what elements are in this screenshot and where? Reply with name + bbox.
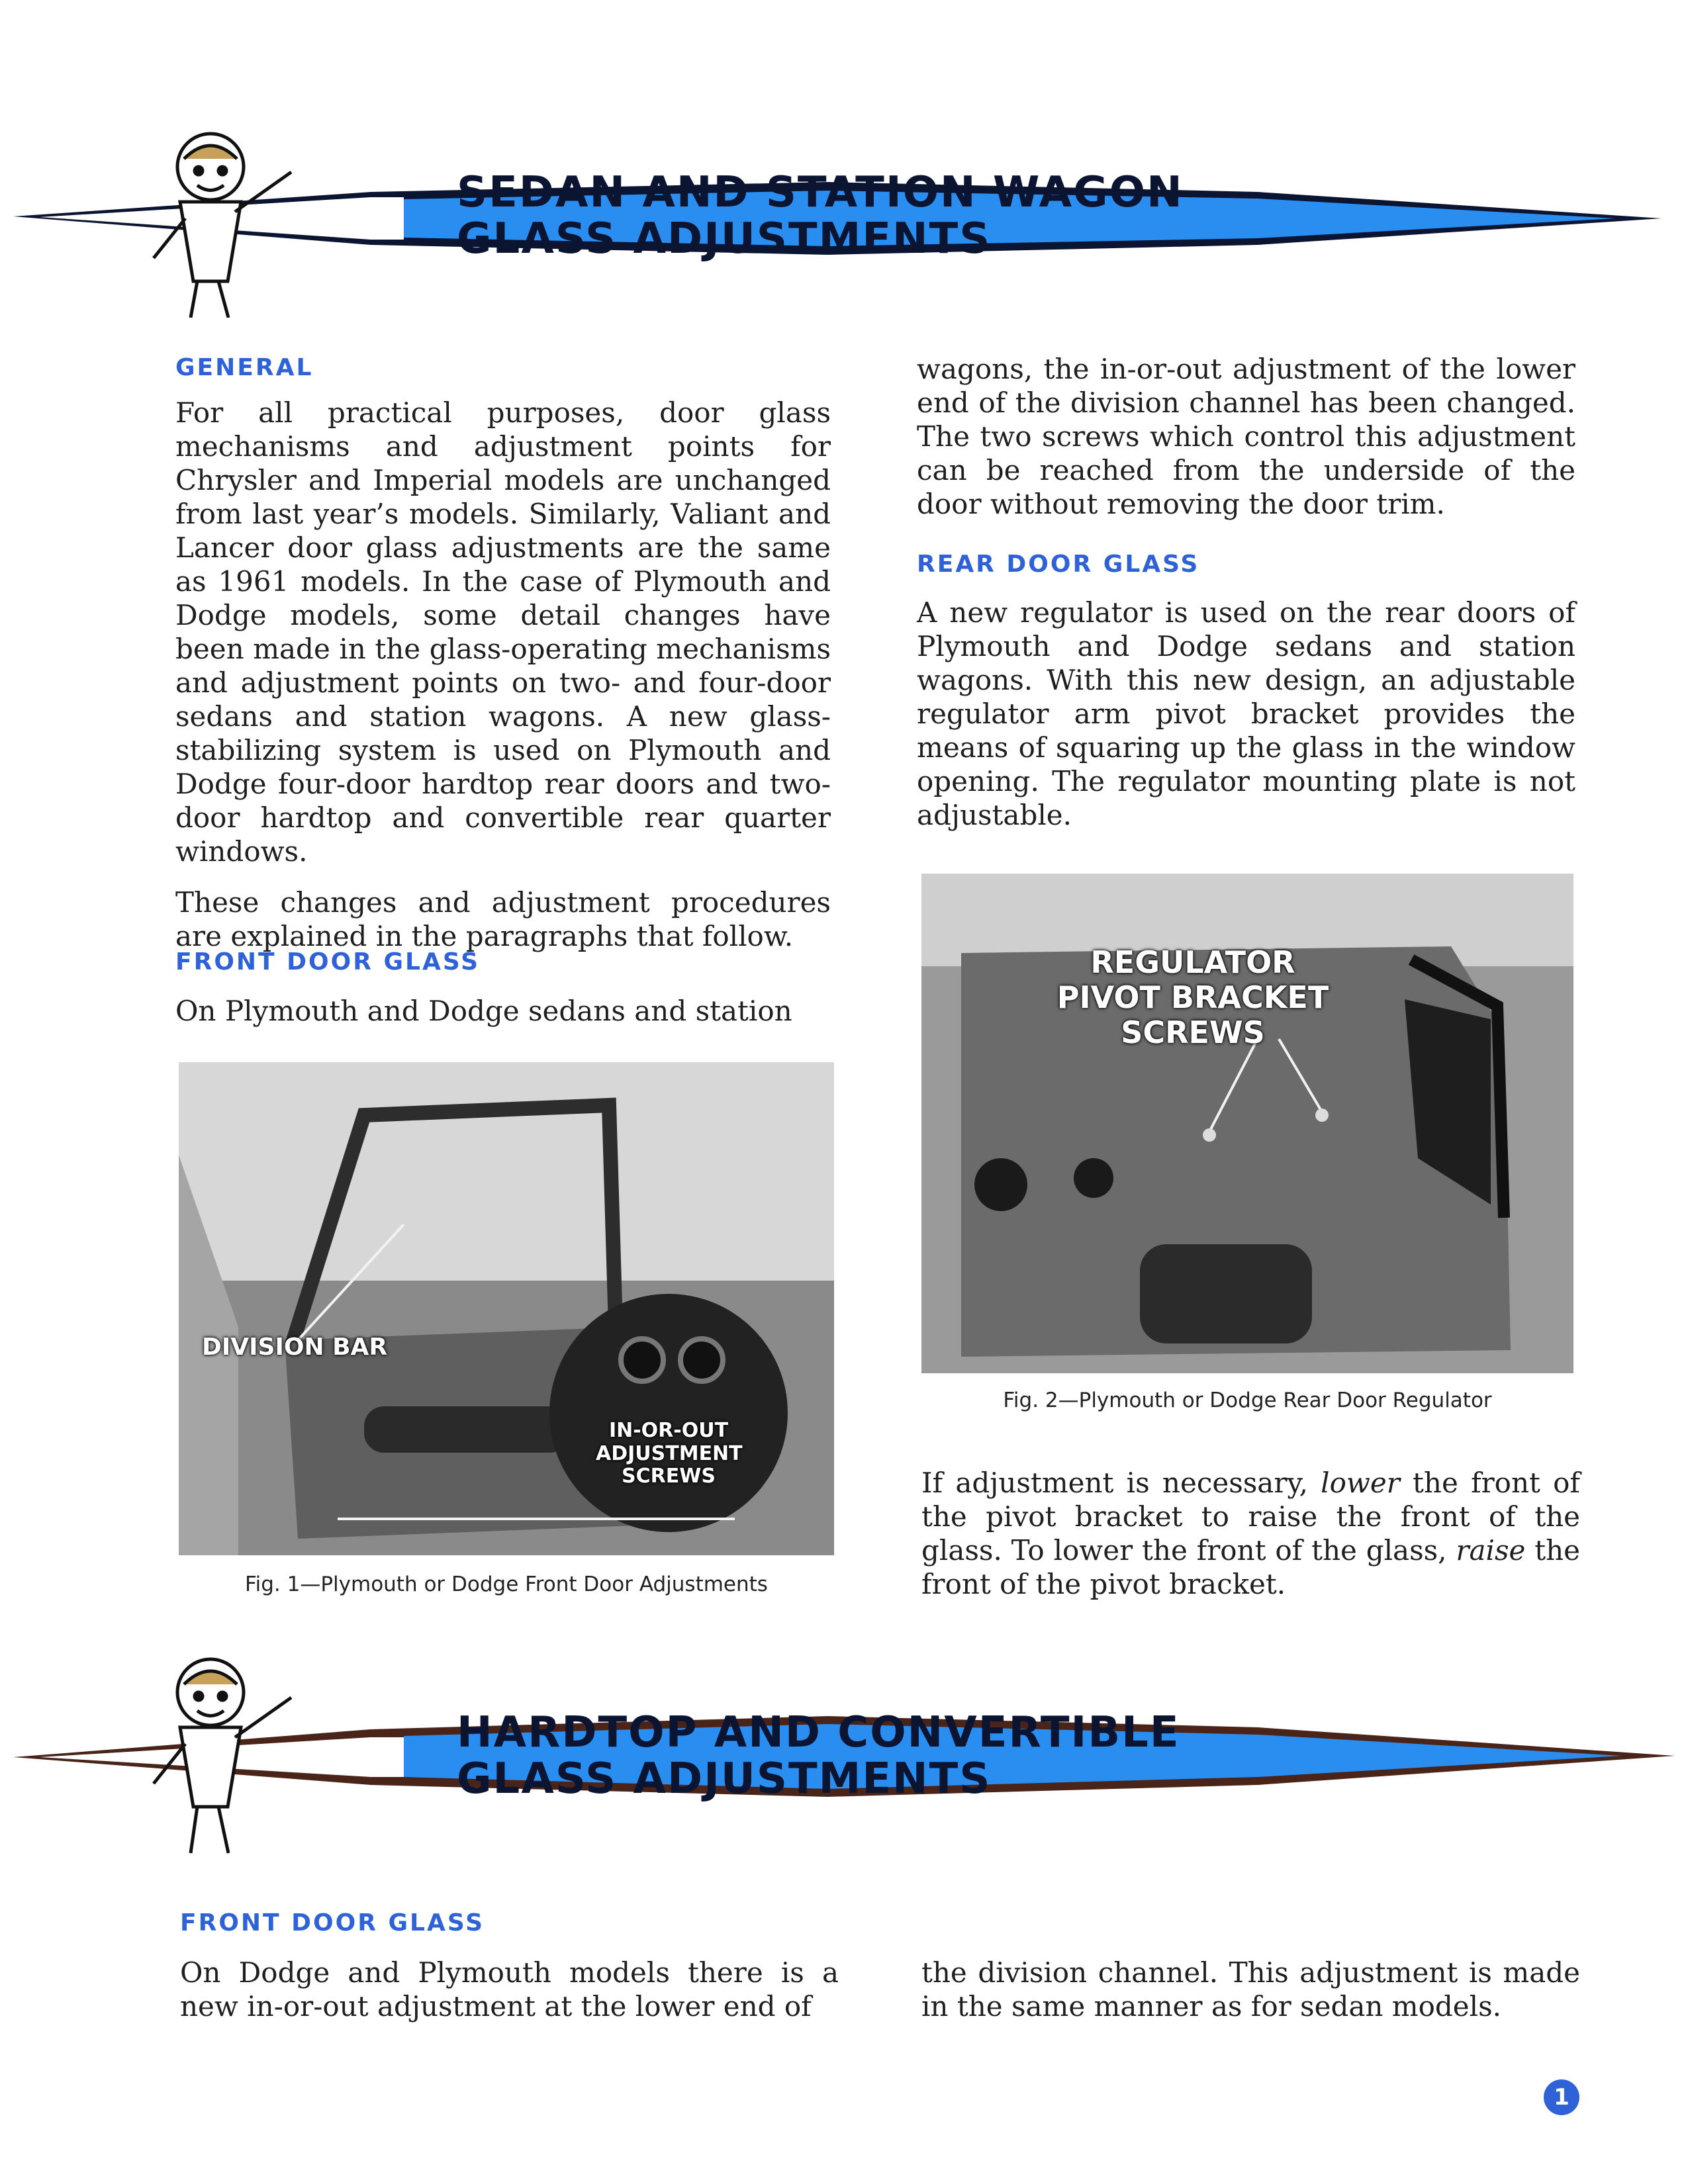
figure-2-photo (921, 874, 1573, 1373)
banner-hardtop-line2: GLASS ADJUSTMENTS (457, 1754, 992, 1803)
rear-door-paragraph: A new regulator is used on the rear doors of Plymouth and Dodge sedans and station wagons. With this new design, an adjustable regulator arm pivot bracket provides the means of squaring up the glass in the window opening. The regulator mounting plate is not adjustable. (917, 596, 1575, 831)
banner-sedan (0, 119, 1688, 318)
general-body (175, 396, 831, 970)
pivot-bracket-label (1014, 945, 1372, 1050)
hardtop-front-door-heading: FRONT DOOR GLASS (180, 1909, 485, 1936)
hardtop-paragraph-left: On Dodge and Plymouth models there is a new in-or-out adjustment at the lower end of (180, 1956, 839, 2023)
figure-1-caption: Fig. 1—Plymouth or Dodge Front Door Adjustments (245, 1572, 768, 1596)
adjustment-paragraph (921, 1466, 1580, 1601)
banner-hardtop (0, 1638, 1688, 1863)
front-door-continued (917, 352, 1575, 538)
adjustment-text-lower: lower (1321, 1467, 1400, 1499)
adjustment-text-3: the front of the pivot bracket. (921, 1534, 1581, 1600)
general-heading: GENERAL (175, 354, 314, 381)
banner-sedan-title (457, 169, 1184, 262)
hardtop-body-right (921, 1956, 1580, 2040)
rear-door-heading: REAR DOOR GLASS (917, 551, 1200, 578)
division-bar-label: DIVISION BAR (202, 1334, 388, 1361)
hardtop-body-left (180, 1956, 839, 2040)
banner-hardtop-line1: HARDTOP AND CONVERTIBLE (457, 1708, 1180, 1757)
banner-sedan-line1: SEDAN AND STATION WAGON (457, 168, 1184, 217)
adjustment-text-raise: raise (1456, 1534, 1526, 1567)
figure-2-caption: Fig. 2—Plymouth or Dodge Rear Door Regulator (1003, 1388, 1492, 1412)
general-paragraph-1: For all practical purposes, door glass mechanisms and adjustment points for Chrysler and Imperial models are unchanged from last year’s models. Similarly, Valiant and Lancer door glass adjustments are the same as 1961 models. In the case of Plymouth and Dodge models, some detail changes have been made in the glass-operating mechanisms and adjustment points on two- and four-door sedans and station wagons. A new glass-stabilizing system is used on Plymouth and Dodge four-door hardtop rear doors and two-door hardtop and convertible rear quarter windows. (175, 396, 831, 868)
pivot-bracket-label-line2: PIVOT BRACKET SCREWS (1056, 979, 1329, 1050)
adjustment-body (921, 1466, 1580, 1618)
front-door-body (175, 994, 831, 1045)
hardtop-paragraph-right: the division channel. This adjustment is made in the same manner as for sedan models. (921, 1956, 1580, 2023)
page-number: 1 (1544, 2079, 1579, 2115)
adjustment-screws-label-line2: ADJUSTMENT (596, 1441, 743, 1465)
figure-1-photo (179, 1062, 834, 1555)
adjustment-screws-label-line3: SCREWS (622, 1465, 716, 1488)
adjustment-text-2: the front of the pivot bracket to raise the front of the glass. To lower the front of the glass, (921, 1467, 1580, 1567)
front-door-heading: FRONT DOOR GLASS (175, 948, 481, 976)
banner-hardtop-title (457, 1709, 1180, 1802)
banner-sedan-line2: GLASS ADJUSTMENTS (457, 214, 992, 263)
front-door-paragraph: On Plymouth and Dodge sedans and station (175, 995, 792, 1027)
adjustment-screws-label (596, 1420, 741, 1488)
pivot-bracket-label-line1: REGULATOR (1090, 944, 1295, 980)
general-paragraph-2: These changes and adjustment procedures are explained in the paragraphs that follow. (175, 886, 831, 952)
front-door-paragraph-continued: wagons, the in-or-out adjustment of the lower end of the division channel has been changed. The two screws which control this adjustment can be reached from the underside of the door without removing the door trim. (917, 353, 1575, 520)
rear-door-body (917, 596, 1575, 849)
adjustment-screws-label-line1: IN-OR-OUT (608, 1419, 729, 1442)
adjustment-text-1: If adjustment is necessary, (921, 1467, 1321, 1499)
